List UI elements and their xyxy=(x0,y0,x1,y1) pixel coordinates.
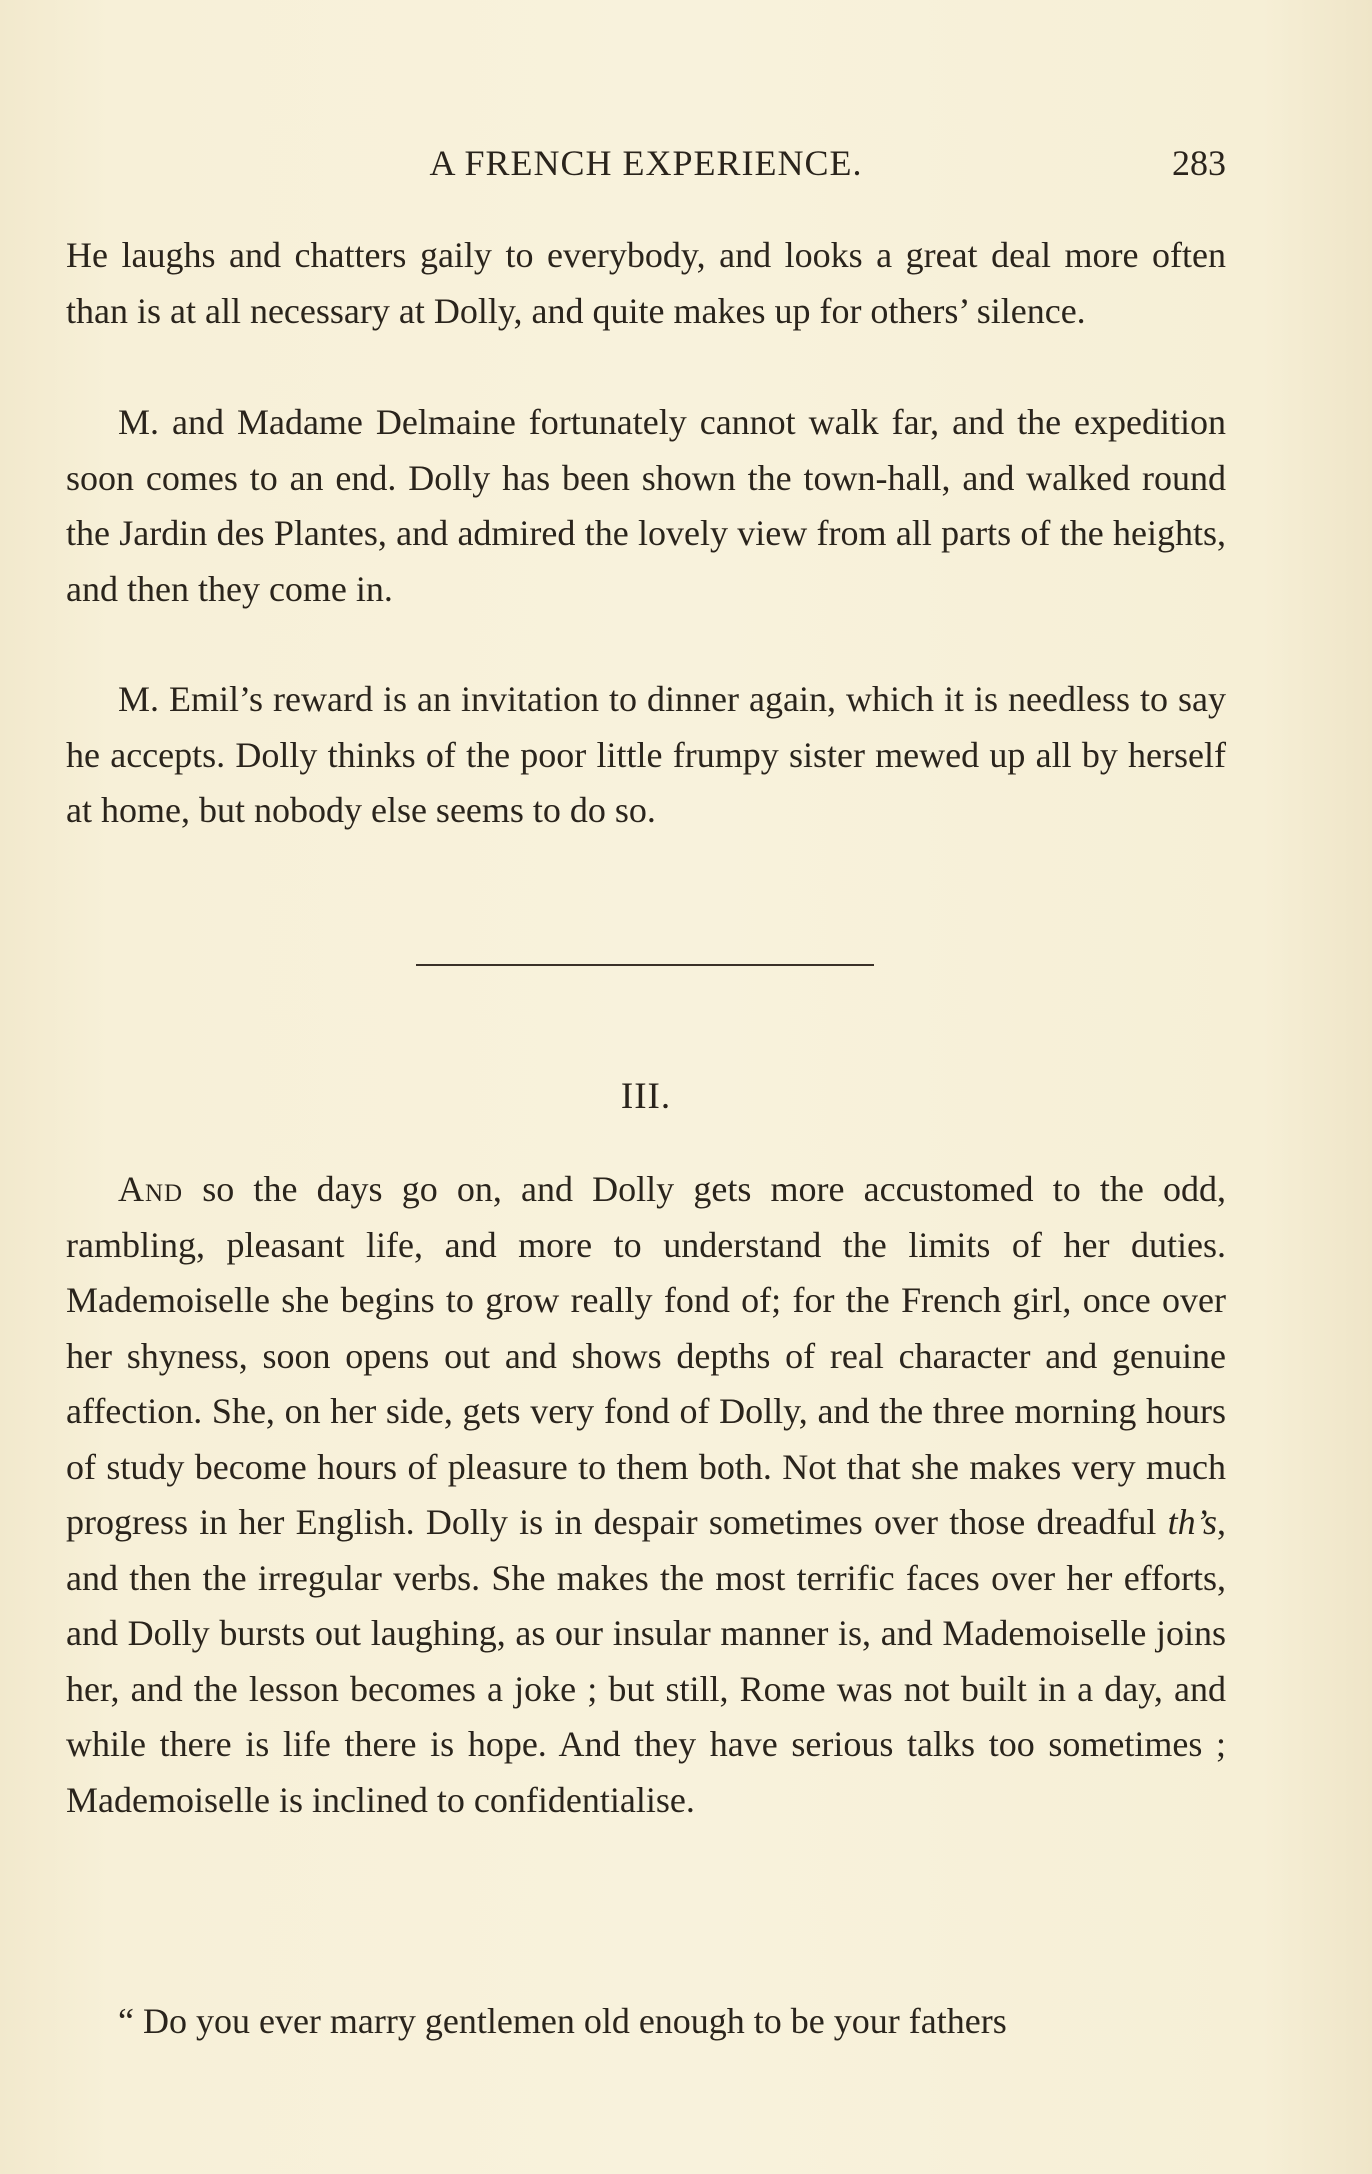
opening-word: And xyxy=(118,1169,184,1209)
paragraph-4-text: so the days go on, and Dolly gets more accustomed to the odd, rambling, pleasant life, and more to understand the limits of her duties. Mademoiselle she begins to grow really fond of; for the French girl, once over her shyness, soon opens out and shows depths of real character and genuine affection. She, on her side, gets very fond of Dolly, and the three morning hours of study become hours of pleasure to them both. Not that she makes very much progress in her English. Dolly is in despair sometimes over those dreadful xyxy=(66,1169,1226,1542)
section-number: III. xyxy=(620,1076,672,1117)
paragraph-2: M. and Madame Delmaine fortunately cannot walk far, and the expedition soon comes to an end. Dolly has been shown the town-hall, and walked round the Jardin des Plantes, and admired the lovely view from all parts of the heights, and then they come in. xyxy=(66,402,1226,609)
section-divider-rule xyxy=(416,964,874,966)
page-number: 283 xyxy=(1172,143,1226,183)
paragraph-4 xyxy=(66,1162,1226,1828)
paragraph-4-italic: th’s xyxy=(1167,1502,1217,1542)
running-header xyxy=(66,138,1226,188)
paragraph-1: He laughs and chatters gaily to everybody, and looks a great deal more often than is at all necessary at Dolly, and quite makes up for others’ silence. xyxy=(66,235,1226,331)
paragraph-5: “ Do you ever marry gentlemen old enough to be your fathers xyxy=(118,2001,1007,2041)
running-title: A FRENCH EXPERIENCE. xyxy=(429,143,863,183)
paragraph-3: M. Emil’s reward is an invitation to dinner again, which it is needless to say he accepts. Dolly thinks of the poor little frumpy sister mewed up all by herself at home, but nobody else seems to do so. xyxy=(66,679,1226,830)
paragraph-4-text-end: , and then the irregular verbs. She makes the most terrific faces over her efforts, and Dolly bursts out laughing, as our insular manner is, and Mademoiselle joins her, and the lesson becomes a joke ; but still, Rome was not built in a day, and while there is life there is hope. And they have serious talks too sometimes ; Mademoiselle is inclined to confidentialise. xyxy=(66,1502,1226,1820)
